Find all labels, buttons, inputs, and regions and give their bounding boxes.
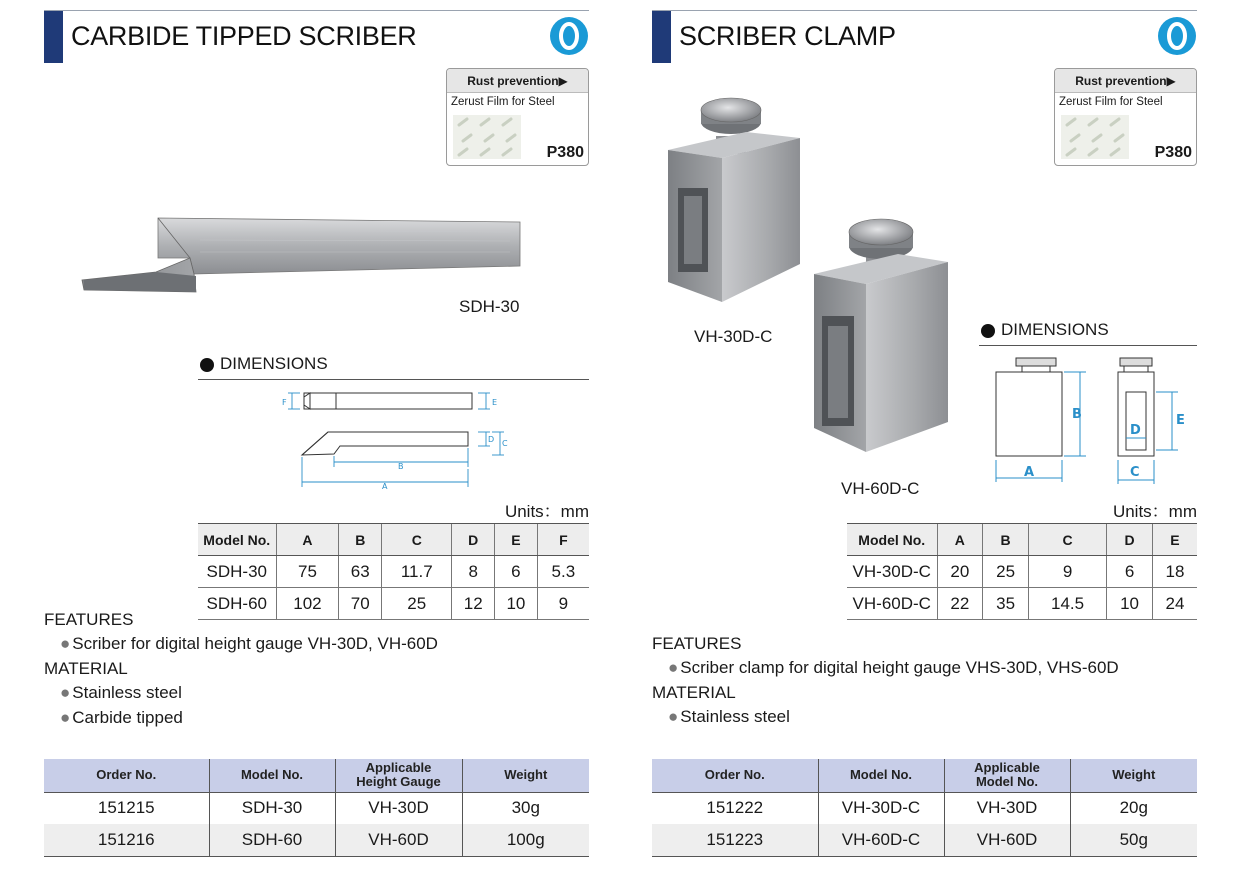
dimensions-heading: [198, 354, 589, 380]
dimensions-label: DIMENSIONS: [1001, 320, 1109, 339]
features-heading: FEATURES: [652, 634, 742, 653]
table-cell: 22: [937, 588, 983, 620]
order-table: [652, 759, 1197, 857]
col-header: C: [382, 524, 452, 556]
dimensions-label: DIMENSIONS: [220, 354, 328, 373]
table-row: [44, 824, 589, 856]
section-title-bar: [652, 10, 1197, 63]
model-caption: VH-30D-C: [694, 327, 773, 346]
table-cell: VH-60D: [944, 824, 1070, 856]
table-cell: VH-30D-C: [847, 556, 937, 588]
col-header: B: [339, 524, 382, 556]
material-item: ● Stainless steel: [652, 705, 1119, 729]
bullet-icon: [200, 358, 214, 372]
rust-film-label: Zerust Film for Steel: [1059, 96, 1163, 108]
table-cell: 75: [276, 556, 339, 588]
table-cell: VH-30D-C: [818, 792, 944, 824]
table-cell: 25: [382, 588, 452, 620]
col-header: Order No.: [44, 759, 209, 792]
table-header-row: [652, 759, 1197, 792]
dim-label-e: E: [492, 398, 498, 407]
units-label: Units：mm: [1112, 502, 1197, 521]
table-cell: 100g: [462, 824, 589, 856]
col-header: B: [983, 524, 1029, 556]
dim-label-d: D: [488, 435, 495, 444]
material-item: ● Stainless steel: [44, 681, 438, 705]
clamp-dimension-diagram: [992, 352, 1192, 486]
table-cell: 20: [937, 556, 983, 588]
col-header: E: [1152, 524, 1197, 556]
table-cell: 18: [1152, 556, 1197, 588]
table-cell: SDH-60: [209, 824, 335, 856]
table-cell: 12: [452, 588, 495, 620]
page-title: CARBIDE TIPPED SCRIBER: [71, 21, 417, 51]
material-heading: MATERIAL: [652, 682, 736, 702]
col-header: Model No.: [818, 759, 944, 792]
table-header-row: [44, 759, 589, 792]
dim-label-a: A: [382, 482, 388, 491]
col-header: Weight: [462, 759, 589, 792]
table-cell: 20g: [1070, 792, 1197, 824]
order-table: [44, 759, 589, 857]
clamp-vh30-image: [664, 96, 804, 308]
table-row: [198, 556, 589, 588]
material-heading: MATERIAL: [44, 658, 128, 678]
rust-prevention-link[interactable]: Rust prevention▶: [1055, 69, 1196, 93]
rust-film-label: Zerust Film for Steel: [451, 96, 555, 108]
model-caption: SDH-30: [459, 297, 520, 316]
table-cell: 8: [452, 556, 495, 588]
table-cell: 11.7: [382, 556, 452, 588]
table-cell: SDH-30: [198, 556, 276, 588]
table-cell: 102: [276, 588, 339, 620]
bullet-icon: [981, 324, 995, 338]
col-header: Model No.: [847, 524, 937, 556]
col-header: D: [1107, 524, 1153, 556]
col-header: E: [495, 524, 538, 556]
table-cell: 9: [537, 588, 589, 620]
col-header: Weight: [1070, 759, 1197, 792]
table-cell: SDH-60: [198, 588, 276, 620]
col-header: F: [537, 524, 589, 556]
table-cell: VH-60D-C: [818, 824, 944, 856]
material-item: ● Carbide tipped: [44, 706, 438, 730]
dim-label-c: C: [1130, 465, 1140, 480]
order-number: 151216: [44, 824, 209, 856]
col-header: D: [452, 524, 495, 556]
order-number: 151222: [706, 798, 764, 818]
col-header: Model No.: [198, 524, 276, 556]
title-accent: [44, 11, 63, 63]
table-cell: 10: [495, 588, 538, 620]
table-cell: 5.3: [537, 556, 589, 588]
table-cell: 25: [983, 556, 1029, 588]
col-header: A: [937, 524, 983, 556]
features-section: [44, 608, 438, 730]
features-section: [652, 632, 1119, 730]
dim-label-b: B: [398, 462, 404, 471]
zerust-film-image: [1061, 115, 1129, 159]
dimension-table: [847, 523, 1197, 620]
model-caption: VH-60D-C: [841, 479, 920, 498]
dimension-table: [198, 523, 589, 620]
table-header-row: [198, 524, 589, 556]
table-cell: VH-60D-C: [847, 588, 937, 620]
table-cell: 6: [1107, 556, 1153, 588]
table-cell: 50g: [1070, 824, 1197, 856]
dim-label-b: B: [1072, 407, 1082, 422]
table-row: [847, 556, 1197, 588]
product-panel-clamp: [652, 0, 1197, 889]
table-row: [652, 824, 1197, 856]
table-cell: 14.5: [1028, 588, 1106, 620]
dimensions-heading: [979, 320, 1197, 346]
page-title: SCRIBER CLAMP: [679, 21, 896, 51]
dim-label-e: E: [1176, 413, 1185, 428]
table-row: [652, 792, 1197, 824]
rust-prevention-box[interactable]: [446, 68, 589, 166]
col-header: Model No.: [209, 759, 335, 792]
rust-prevention-box[interactable]: [1054, 68, 1197, 166]
dim-label-c: C: [502, 439, 508, 448]
table-cell: 10: [1107, 588, 1153, 620]
features-heading: FEATURES: [44, 610, 134, 629]
zero-badge-icon: [1157, 16, 1197, 56]
scriber-dimension-diagram: [274, 385, 510, 493]
table-header-row: [847, 524, 1197, 556]
table-cell: 70: [339, 588, 382, 620]
units-label: Units：mm: [504, 502, 589, 521]
col-header: C: [1028, 524, 1106, 556]
zerust-film-image: [453, 115, 521, 159]
table-cell: 9: [1028, 556, 1106, 588]
order-number: 151215: [97, 798, 155, 818]
rust-prevention-link[interactable]: Rust prevention▶: [447, 69, 588, 93]
title-accent: [652, 11, 671, 63]
table-row: [44, 792, 589, 824]
table-cell: SDH-30: [209, 792, 335, 824]
section-title-bar: [44, 10, 589, 63]
dim-label-f: F: [282, 398, 287, 407]
table-cell: VH-30D: [944, 792, 1070, 824]
clamp-vh60-image: [812, 216, 952, 466]
page-reference: P380: [546, 144, 584, 161]
table-cell: 24: [1152, 588, 1197, 620]
col-header: A: [276, 524, 339, 556]
table-cell: VH-30D: [335, 792, 462, 824]
col-header: Order No.: [652, 759, 818, 792]
col-header: Applicable Model No.: [944, 759, 1070, 792]
feature-item: ● Scriber for digital height gauge VH-30D, VH-60D: [44, 632, 438, 656]
page-reference: P380: [1154, 144, 1192, 161]
dim-label-d: D: [1130, 423, 1141, 438]
order-number: 151223: [652, 824, 818, 856]
scriber-product-image: [80, 214, 526, 296]
table-cell: 6: [495, 556, 538, 588]
feature-item: ● Scriber clamp for digital height gauge VHS-30D, VHS-60D: [652, 656, 1119, 680]
table-cell: 63: [339, 556, 382, 588]
table-cell: 35: [983, 588, 1029, 620]
product-panel-scriber: [44, 0, 589, 889]
table-cell: 30g: [462, 792, 589, 824]
dim-label-a: A: [1024, 465, 1035, 480]
table-row: [847, 588, 1197, 620]
zero-badge-icon: [549, 16, 589, 56]
col-header: Applicable Height Gauge: [335, 759, 462, 792]
table-cell: VH-60D: [335, 824, 462, 856]
